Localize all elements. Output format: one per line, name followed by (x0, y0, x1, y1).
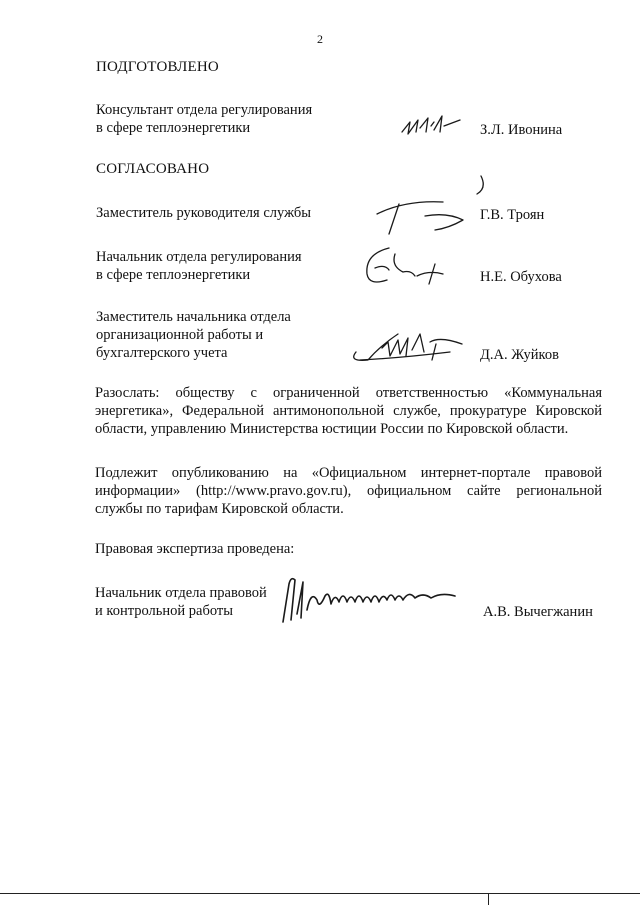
publication-line: Подлежит опубликованию на «Официальном интернет-портале правовой (95, 465, 602, 481)
prepared-heading: ПОДГОТОВЛЕНО (96, 59, 219, 75)
signer-role: Начальник отдела регулирования в сфере теплоэнергетики (96, 249, 302, 283)
distribution-line: области, управлению Министерства юстиции России по Кировской области. (95, 421, 569, 437)
publication-line: службы по тарифам Кировской области. (95, 501, 344, 517)
legal-review-statement: Правовая экспертиза проведена: (95, 541, 295, 557)
signer-signature (355, 240, 465, 292)
signer-name: Н.Е. Обухова (480, 269, 562, 285)
prepared-signature (398, 110, 468, 142)
signer-role: Заместитель руководителя службы (96, 205, 312, 221)
page-bottom-rule (0, 893, 640, 894)
signer-name: Г.В. Троян (480, 207, 545, 223)
signer-name: Д.А. Жуйков (480, 347, 559, 363)
legal-review-name: А.В. Вычегжанин (483, 604, 593, 620)
page-number: 2 (317, 32, 323, 46)
signer-signature (340, 322, 475, 372)
publication-paragraph (95, 464, 602, 518)
legal-review-role: Начальник отдела правовой и контрольной работы (95, 585, 267, 619)
distribution-line: Разослать: обществу с ограниченной ответственностью «Коммунальная (95, 385, 602, 401)
signer-role: Заместитель начальника отдела организационной работы и бухгалтерского учета (96, 309, 291, 361)
agreed-heading: СОГЛАСОВАНО (96, 161, 210, 177)
page-bottom-tick (488, 893, 489, 905)
signer-signature (365, 172, 495, 242)
publication-line: информации» (http://www.pravo.gov.ru), официальном сайте региональной (95, 483, 602, 499)
distribution-line: энергетика», Федеральной антимонопольной службе, прокуратуре Кировской (95, 403, 602, 419)
prepared-name: З.Л. Ивонина (480, 122, 563, 138)
distribution-paragraph (95, 384, 602, 438)
prepared-role: Консультант отдела регулирования в сфере теплоэнергетики (96, 102, 313, 136)
